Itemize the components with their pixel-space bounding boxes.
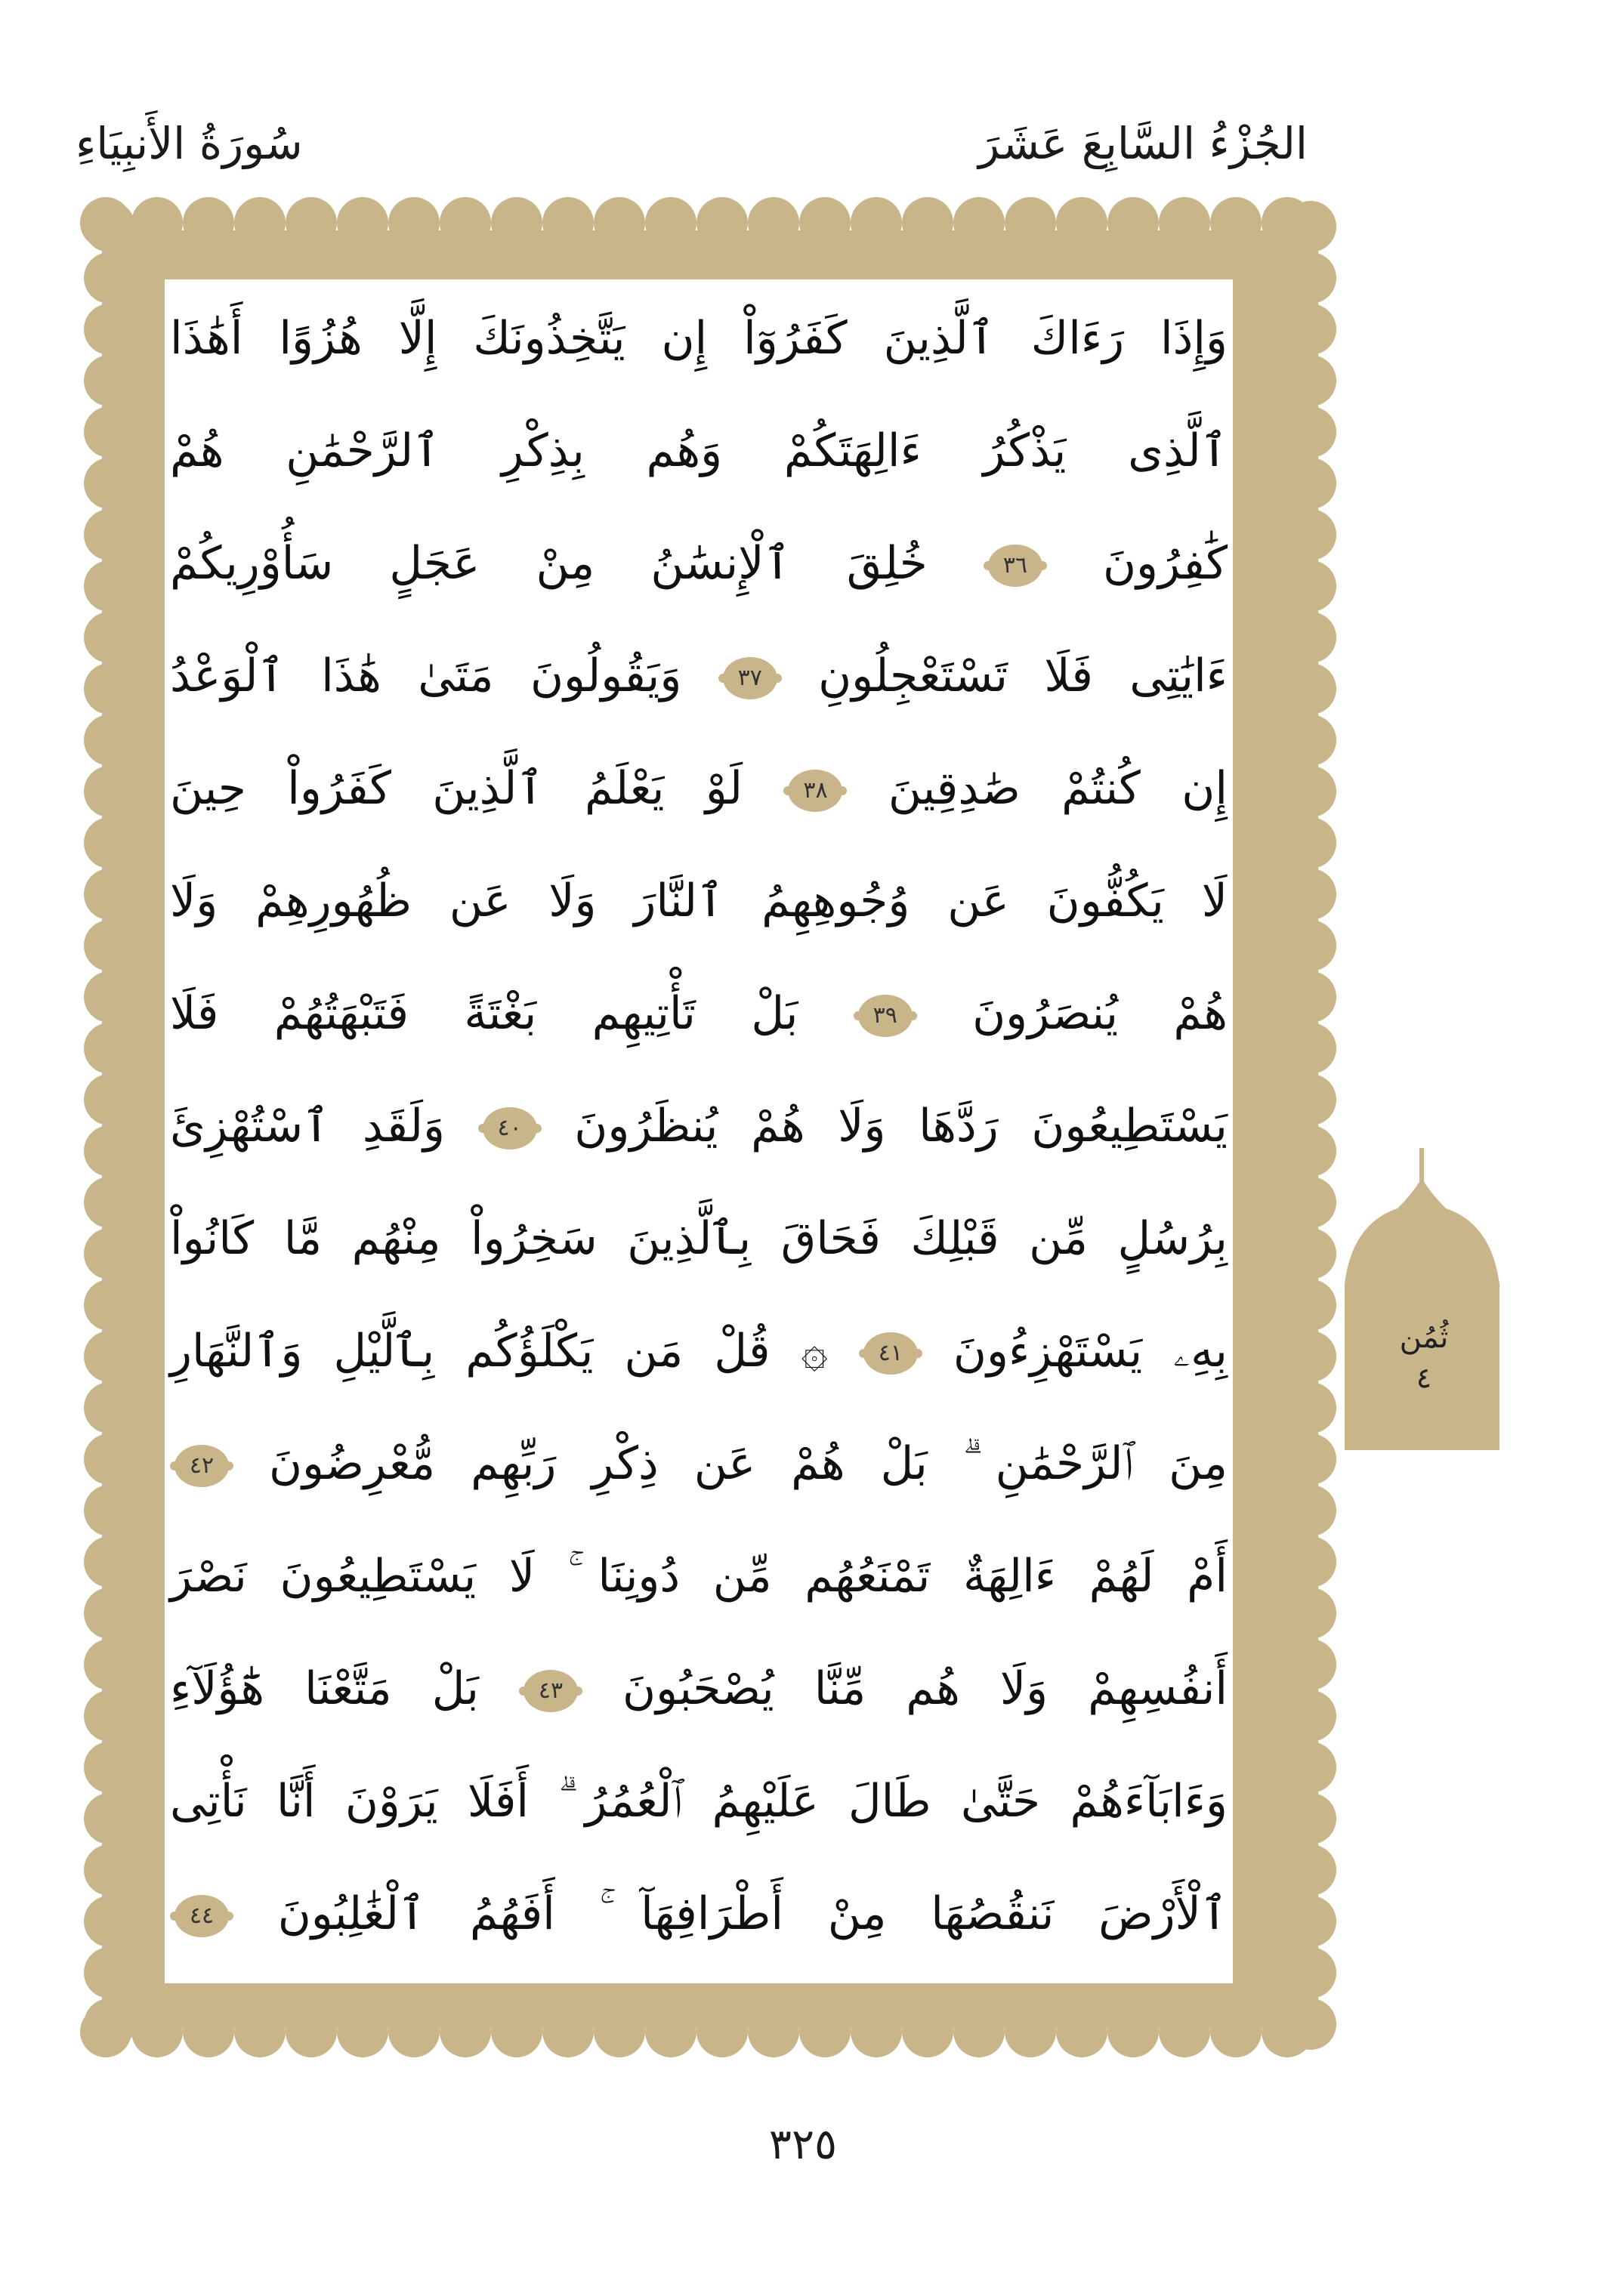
surah-header: سُورَةُ الأَنبِيَاءِ: [76, 118, 303, 169]
page-number: ٣٢٥: [768, 2120, 838, 2169]
text-line: [170, 848, 1228, 954]
ayah-number-marker: ٣٧: [723, 657, 777, 699]
text-line: [170, 961, 1228, 1066]
ayah-number-marker: ٣٩: [858, 995, 913, 1037]
text-line: [170, 1186, 1228, 1292]
verse-text: إِن كُنتُمْ صَٰدِقِينَ: [888, 762, 1228, 815]
ayah-number-marker: ٤٠: [483, 1107, 537, 1150]
hizb-number: ٤: [1416, 1361, 1432, 1394]
verse-text: وَإِذَا رَءَاكَ ٱلَّذِينَ كَفَرُوٓاْ إِن يَتَّخِذُونَكَ إِلَّا هُزُوًا أَهَٰذَا: [170, 312, 1228, 365]
verse-text: مِنَ ٱلرَّحْمَٰنِ ۗ بَلْ هُمْ عَن ذِكْرِ رَبِّهِم مُّعْرِضُونَ: [268, 1437, 1228, 1490]
quran-text-area: [170, 285, 1228, 1977]
verse-text: ۞ قُلْ مَن يَكْلَؤُكُم بِٱلَّيْلِ وَٱلنَّهَارِ: [170, 1325, 828, 1378]
hizb-label: ثُمُن: [1399, 1320, 1449, 1355]
verse-text: خُلِقَ ٱلْإِنسَٰنُ مِنْ عَجَلٍ سَأُوْرِيكُمْ: [170, 537, 928, 590]
verse-text: بَلْ مَتَّعْنَا هَٰٓؤُلَآءِ: [170, 1662, 479, 1715]
verse-text: بِهِۦ يَسْتَهْزِءُونَ: [953, 1325, 1228, 1378]
text-line: [170, 1861, 1228, 1967]
verse-text: يَسْتَطِيعُونَ رَدَّهَا وَلَا هُمْ يُنظَرُونَ: [574, 1100, 1228, 1153]
text-line: [170, 1411, 1228, 1517]
text-line: [170, 736, 1228, 841]
verse-text: وَلَقَدِ ٱسْتُهْزِئَ: [170, 1100, 445, 1153]
verse-text: كَٰفِرُونَ: [1102, 537, 1228, 590]
verse-text: لَوْ يَعْلَمُ ٱلَّذِينَ كَفَرُواْ حِينَ: [170, 762, 743, 815]
juz-header: الجُزْءُ السَّابِعَ عَشَرَ: [978, 118, 1308, 169]
verse-text: وَءَابَآءَهُمْ حَتَّىٰ طَالَ عَلَيْهِمُ ٱلْعُمُرُ ۗ أَفَلَا يَرَوْنَ أَنَّا نَأْتِى: [170, 1775, 1228, 1828]
text-line: [170, 1636, 1228, 1742]
verse-text: لَا يَكُفُّونَ عَن وُجُوهِهِمُ ٱلنَّارَ وَلَا عَن ظُهُورِهِمْ وَلَا: [170, 875, 1228, 927]
ayah-number-marker: ٤٣: [523, 1670, 578, 1712]
text-line: [170, 1748, 1228, 1854]
ayah-number-marker: ٣٨: [788, 770, 842, 812]
text-line: [170, 1298, 1228, 1404]
text-line: [170, 511, 1228, 616]
hizb-dome-marker: [1345, 1148, 1499, 1450]
text-line: [170, 1073, 1228, 1179]
text-line: [170, 398, 1228, 504]
text-line: [170, 285, 1228, 391]
verse-text: بَلْ تَأْتِيهِم بَغْتَةً فَتَبْهَتُهُمْ فَلَا: [170, 987, 798, 1040]
verse-text: أَنفُسِهِمْ وَلَا هُم مِّنَّا يُصْحَبُونَ: [622, 1662, 1228, 1715]
verse-text: ٱلَّذِى يَذْكُرُ ءَالِهَتَكُمْ وَهُم بِذِكْرِ ٱلرَّحْمَٰنِ هُمْ: [170, 424, 1228, 477]
verse-text: ٱلْأَرْضَ نَنقُصُهَا مِنْ أَطْرَافِهَآ ۚ أَفَهُمُ ٱلْغَٰلِبُونَ: [277, 1887, 1228, 1940]
verse-text: ءَايَٰتِى فَلَا تَسْتَعْجِلُونِ: [818, 650, 1228, 702]
verse-text: هُمْ يُنصَرُونَ: [972, 987, 1228, 1040]
ayah-number-marker: ٣٦: [988, 545, 1042, 587]
ayah-number-marker: ٤١: [863, 1332, 918, 1375]
verse-text: بِرُسُلٍ مِّن قَبْلِكَ فَحَاقَ بِٱلَّذِينَ سَخِرُواْ مِنْهُم مَّا كَانُواْ: [170, 1212, 1228, 1265]
verse-text: أَمْ لَهُمْ ءَالِهَةٌ تَمْنَعُهُم مِّن دُونِنَا ۚ لَا يَسْتَطِيعُونَ نَصْرَ: [170, 1550, 1228, 1603]
text-line: [170, 623, 1228, 729]
ayah-number-marker: ٤٤: [174, 1895, 229, 1937]
ayah-number-marker: ٤٢: [174, 1445, 229, 1487]
text-line: [170, 1523, 1228, 1629]
verse-text: وَيَقُولُونَ مَتَىٰ هَٰذَا ٱلْوَعْدُ: [170, 650, 682, 702]
